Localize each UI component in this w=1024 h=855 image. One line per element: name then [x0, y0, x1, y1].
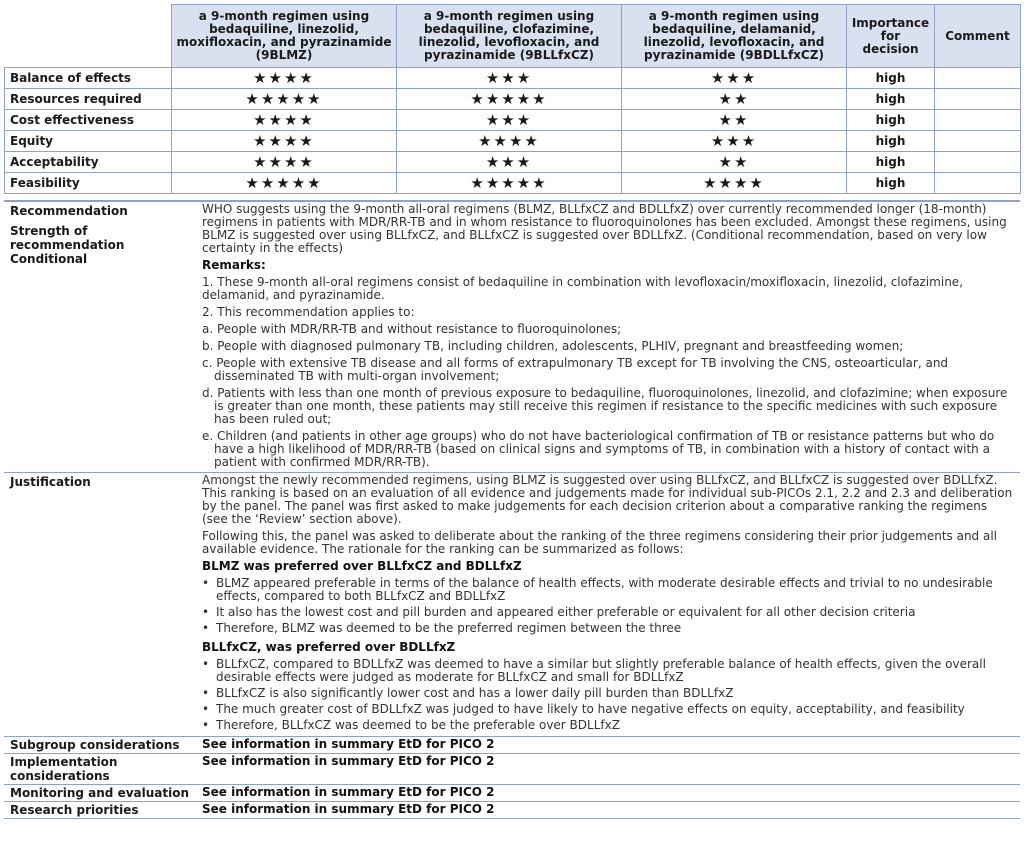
star-rating-bdllfxz: ★★ [622, 152, 847, 173]
importance-cell: high [847, 110, 935, 131]
applies-item: d. Patients with less than one month of previous exposure to bedaquiline, fluoroquinolones, linezolid, and clofazimine; when exposure is greater than one month, these patients may still receive this regimen if resistance to the specific medicines with such exposure has been ruled out; [202, 386, 1008, 426]
applies-item: a. People with MDR/RR-TB and without resistance to fluoroquinolones; [202, 322, 622, 336]
strength-value: Conditional [10, 252, 88, 266]
justification-paragraph-1: Amongst the newly recommended regimens, using BLMZ is suggested over using BLLfxCZ, and BLLfxCZ is suggested over BDLLfxZ. This ranking is based on an evaluation of all evidence and judgements made for individual sub-PICOs 2.1, 2.2 and 2.3 and deliberation by the panel. The panel was first asked to make judgements for each decision criterion about a comparative ranking the regimens (see the ‘Review’ section above). [202, 473, 1013, 526]
subgroup-considerations-value: See information in summary EtD for PICO 2 [202, 737, 495, 751]
star-rating-blmz: ★★★★★ [172, 89, 397, 110]
comparison-table [4, 4, 1021, 194]
monitoring-evaluation-row [4, 785, 1020, 802]
star-rating-blmz: ★★★★ [172, 68, 397, 89]
criterion-cell: Equity [5, 131, 172, 152]
star-rating-bllfxcz: ★★★★ [397, 131, 622, 152]
star-rating-bdllfxz: ★★ [622, 110, 847, 131]
comment-cell [935, 110, 1021, 131]
bullet-text: The much greater cost of BDLLfxZ was judged to have likely to have negative effects on equity, acceptability, and feasibility [216, 702, 965, 716]
star-rating-bllfxcz: ★★★★★ [397, 173, 622, 194]
table-row [5, 89, 1021, 110]
star-rating-blmz: ★★★★ [172, 131, 397, 152]
header-comment: Comment [935, 5, 1021, 68]
bullet-text: Therefore, BLLfxCZ was deemed to be the preferable over BDLLfxZ [216, 718, 620, 732]
subgroup-considerations-label: Subgroup considerations [10, 738, 180, 752]
header-blank [5, 5, 172, 68]
strength-label: Strength of recommendation [10, 224, 125, 252]
bullet-item [202, 606, 1016, 619]
research-priorities-row [4, 802, 1020, 819]
bullet-icon: • [202, 718, 210, 732]
bullet-item [202, 658, 1016, 684]
justification-section [4, 473, 1020, 737]
justification-content [200, 473, 1020, 736]
bullet-icon: • [202, 576, 210, 590]
monitoring-evaluation-label: Monitoring and evaluation [10, 786, 190, 800]
applies-item: c. People with extensive TB disease and all forms of extrapulmonary TB except for TB involving the CNS, osteoarticular, and disseminated TB with multi-organ involvement; [202, 356, 949, 383]
star-rating-bdllfxz: ★★★★ [622, 173, 847, 194]
research-priorities-value: See information in summary EtD for PICO 2 [202, 802, 495, 816]
star-rating-blmz: ★★★★ [172, 110, 397, 131]
recommendation-content [200, 202, 1020, 472]
star-rating-bllfxcz: ★★★ [397, 68, 622, 89]
recommendation-label: Recommendation [10, 204, 128, 218]
justification-paragraph-2: Following this, the panel was asked to deliberate about the ranking of the three regimens considering their prior judgements and all available evidence. The rationale for the ranking can be summarized as follows: [202, 529, 998, 556]
monitoring-evaluation-value: See information in summary EtD for PICO 2 [202, 785, 495, 799]
bullet-text: Therefore, BLMZ was deemed to be the preferred regimen between the three [216, 621, 682, 635]
applies-item: e. Children (and patients in other age groups) who do not have bacteriological confirmation of TB or resistance patterns but who do have a high likelihood of MDR/RR-TB (based on clinical signs and symptoms of TB, in combination with a history of contact with a patient with confirmed MDR/RR-TB). [202, 429, 995, 469]
bullet-item [202, 687, 1016, 700]
bullet-icon: • [202, 702, 210, 716]
bullet-icon: • [202, 657, 210, 671]
importance-cell: high [847, 152, 935, 173]
bullet-icon: • [202, 621, 210, 635]
table-row [5, 152, 1021, 173]
bullet-text: BLLfxCZ is also significantly lower cost and has a lower daily pill burden than BDLLfxZ [216, 686, 734, 700]
header-9blmz: a 9-month regimen using bedaquiline, linezolid, moxifloxacin, and pyrazinamide (9BLMZ) [172, 5, 397, 68]
bullet-icon: • [202, 605, 210, 619]
implementation-considerations-value: See information in summary EtD for PICO 2 [202, 754, 495, 768]
header-9bllfxcz: a 9-month regimen using bedaquiline, clofazimine, linezolid, levofloxacin, and pyrazinamide (9BLLfxCZ) [397, 5, 622, 68]
bullet-text: It also has the lowest cost and pill burden and appeared either preferable or equivalent for all other decision criteria [216, 605, 916, 619]
comment-cell [935, 89, 1021, 110]
applies-item: b. People with diagnosed pulmonary TB, including children, adolescents, PLHIV, pregnant and breastfeeding women; [202, 339, 904, 353]
comment-cell [935, 152, 1021, 173]
table-row [5, 68, 1021, 89]
recommendation-label-column [4, 202, 200, 472]
recommendation-grid [4, 200, 1020, 819]
bullet-item [202, 703, 1016, 716]
star-rating-bdllfxz: ★★ [622, 89, 847, 110]
criterion-cell: Resources required [5, 89, 172, 110]
remark-2: 2. This recommendation applies to: [202, 305, 415, 319]
star-rating-bllfxcz: ★★★★★ [397, 89, 622, 110]
remark-1: 1. These 9-month all-oral regimens consist of bedaquiline in combination with levofloxacin/moxifloxacin, linezolid, clofazimine, delamanid, and pyrazinamide. [202, 275, 964, 302]
importance-cell: high [847, 89, 935, 110]
star-rating-blmz: ★★★★★ [172, 173, 397, 194]
justification-heading-1: BLMZ was preferred over BLLfxCZ and BDLLfxZ [202, 559, 522, 573]
etd-document [4, 4, 1020, 819]
star-rating-bllfxcz: ★★★ [397, 110, 622, 131]
table-row [5, 110, 1021, 131]
bullet-text: BLLfxCZ, compared to BDLLfxZ was deemed to have a similar but slightly preferable balance of health effects, given the overall desirable effects were judged as moderate for BLLfxCZ and small for BDLLfxZ [216, 657, 986, 684]
star-rating-blmz: ★★★★ [172, 152, 397, 173]
research-priorities-label: Research priorities [10, 803, 139, 817]
bullet-text: BLMZ appeared preferable in terms of the balance of health effects, with moderate desirable effects and trivial to no undesirable effects, compared to both BLLfxCZ and BDLLfxZ [216, 576, 993, 603]
bullet-item [202, 622, 1016, 635]
implementation-considerations-row [4, 754, 1020, 785]
table-row [5, 173, 1021, 194]
criterion-cell: Cost effectiveness [5, 110, 172, 131]
comment-cell [935, 131, 1021, 152]
criterion-cell: Balance of effects [5, 68, 172, 89]
importance-cell: high [847, 173, 935, 194]
comment-cell [935, 173, 1021, 194]
criterion-cell: Feasibility [5, 173, 172, 194]
bullet-icon: • [202, 686, 210, 700]
star-rating-bdllfxz: ★★★ [622, 131, 847, 152]
header-9bdllfxcz: a 9-month regimen using bedaquiline, delamanid, linezolid, levofloxacin, and pyrazinamide (9BDLLfxCZ) [622, 5, 847, 68]
header-importance: Importance for decision [847, 5, 935, 68]
bullet-item [202, 577, 1016, 603]
bullet-item [202, 719, 1016, 732]
importance-cell: high [847, 68, 935, 89]
importance-cell: high [847, 131, 935, 152]
table-header-row [5, 5, 1021, 68]
remarks-title: Remarks: [202, 258, 266, 272]
star-rating-bdllfxz: ★★★ [622, 68, 847, 89]
subgroup-considerations-row [4, 737, 1020, 754]
recommendation-section [4, 202, 1020, 473]
table-row [5, 131, 1021, 152]
implementation-considerations-label: Implementation considerations [10, 755, 118, 783]
justification-label: Justification [10, 475, 91, 489]
star-rating-bllfxcz: ★★★ [397, 152, 622, 173]
criterion-cell: Acceptability [5, 152, 172, 173]
justification-heading-2: BLLfxCZ, was preferred over BDLLfxZ [202, 640, 456, 654]
comment-cell [935, 68, 1021, 89]
recommendation-text: WHO suggests using the 9-month all-oral regimens (BLMZ, BLLfxCZ and BDLLfxZ) over currently recommended longer (18-month) regimens in patients with MDR/RR-TB and in whom resistance to fluoroquinolones has been excluded. Amongst these regimens, using BLMZ is suggested over using BLLfxCZ, and BLLfxCZ is suggested over BDLLfxZ. (Conditional recommendation, based on very low certainty in the effects) [202, 202, 1007, 255]
